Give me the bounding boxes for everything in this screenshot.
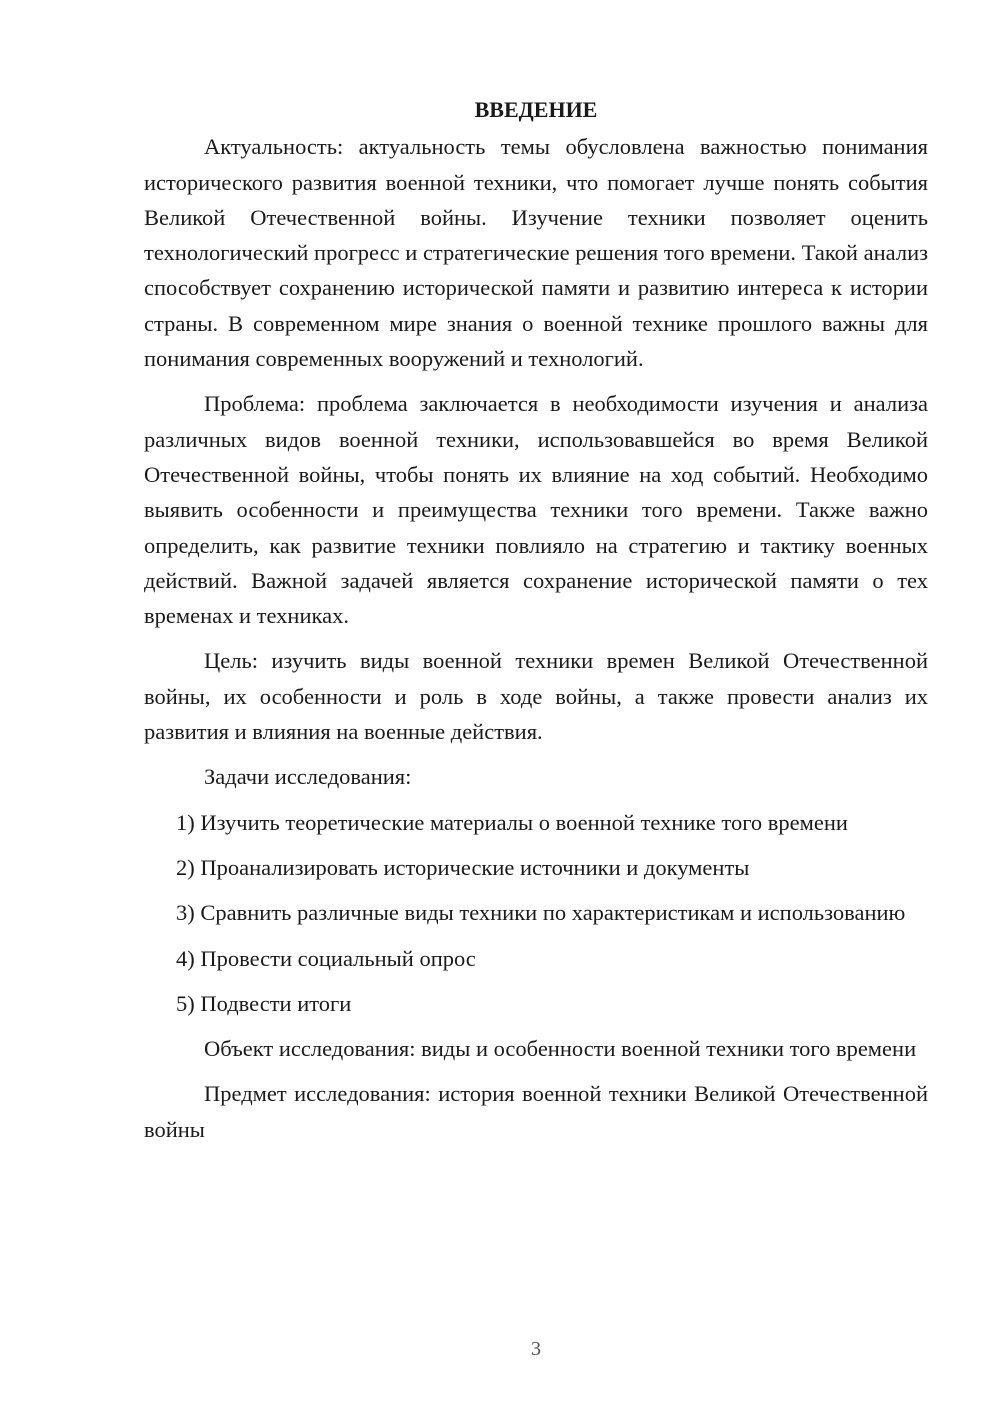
task-item-1: 1) Изучить теоретические материалы о военной технике того времени bbox=[176, 809, 848, 835]
problem-paragraph: Проблема: проблема заключается в необходимости изучения и анализа различных видов военной техники, использовавшейся во время Великой Отечественной войны, чтобы понять их влияние на ход событий. Необходимо выявить особенности и преимущества техники того времени. Также важно определить, как развитие техники повлияло на стратегию и тактику военных действий. Важной задачей является сохранение исторической памяти о тех временах и техниках. bbox=[144, 391, 928, 629]
relevance-paragraph: Актуальность: актуальность темы обусловлена важностью понимания исторического развития военной техники, что помогает лучше понять события Великой Отечественной войны. Изучение техники позволяет оценить технологический прогресс и стратегические решения того времени. Такой анализ способствует сохранению исторической памяти и развитию интереса к истории страны. В современном мире знания о военной технике прошлого важны для понимания современных вооружений и технологий. bbox=[144, 134, 928, 372]
document-body bbox=[144, 92, 928, 1157]
section-heading: ВВЕДЕНИЕ bbox=[474, 97, 598, 122]
task-item-4: 4) Провести социальный опрос bbox=[176, 945, 476, 971]
page-number: 3 bbox=[531, 1338, 541, 1360]
task-item-2: 2) Проанализировать исторические источники и документы bbox=[176, 854, 750, 880]
subject-paragraph: Предмет исследования: история военной техники Великой Отечественной войны bbox=[144, 1081, 928, 1142]
tasks-title: Задачи исследования: bbox=[204, 764, 412, 790]
object-paragraph: Объект исследования: виды и особенности военной техники того времени bbox=[204, 1036, 917, 1062]
task-item-5: 5) Подвести итоги bbox=[176, 990, 352, 1016]
goal-paragraph: Цель: изучить виды военной техники времен Великой Отечественной войны, их особенности и роль в ходе войны, а также провести анализ их развития и влияния на военные действия. bbox=[144, 648, 928, 745]
task-item-3: 3) Сравнить различные виды техники по характеристикам и использованию bbox=[176, 900, 906, 926]
